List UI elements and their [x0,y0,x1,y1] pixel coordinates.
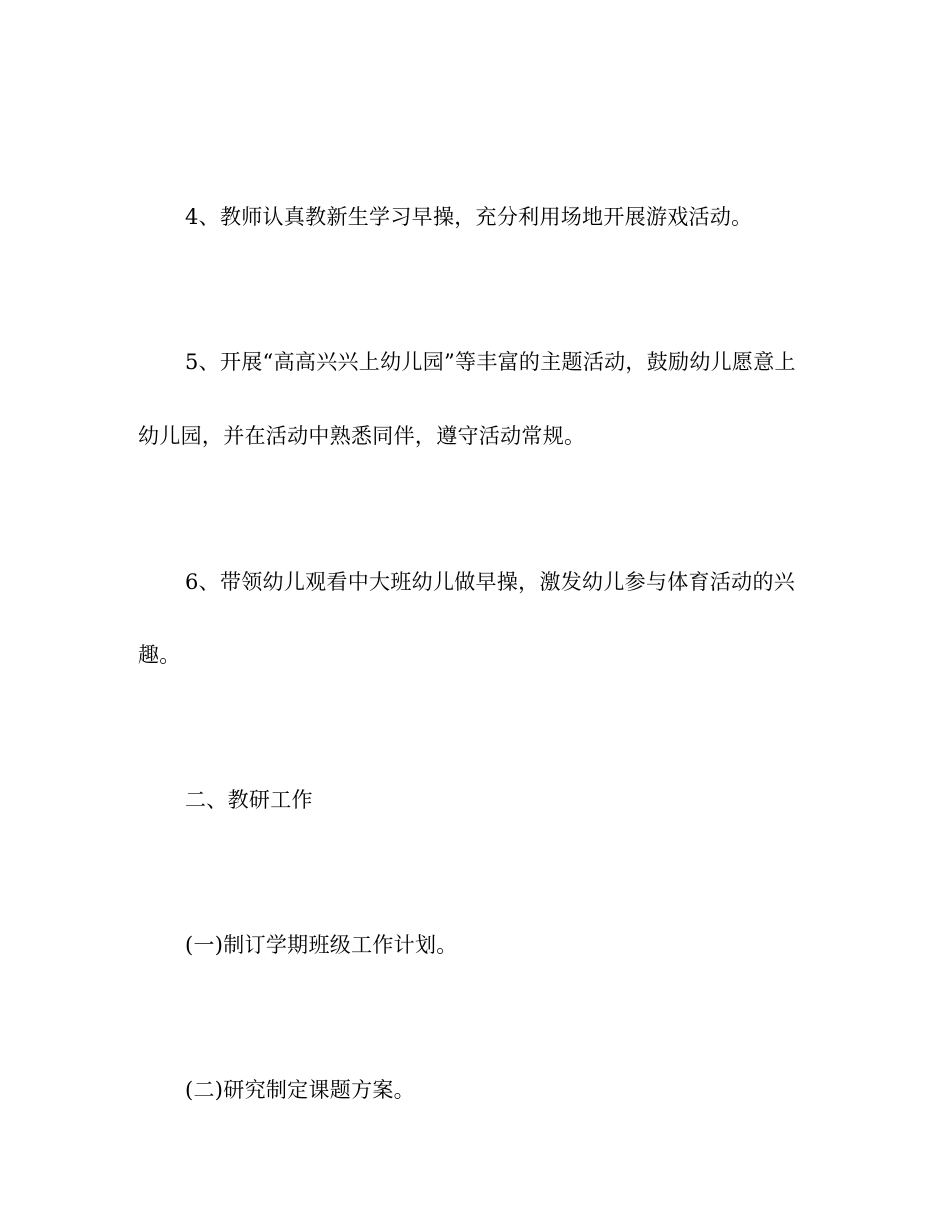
paragraph-5-line-1: 5、开展“高高兴兴上幼儿园”等丰富的主题活动，鼓励幼儿愿意上 [185,350,796,374]
paragraph-6-line-1: 6、带领幼儿观看中大班幼儿做早操，激发幼儿参与体育活动的兴 [185,570,796,594]
paragraph-6-line-2: 趣。 [138,643,181,667]
research-item-2: (二)研究制定课题方案。 [185,1078,415,1102]
paragraph-4-line-1: 4、教师认真教新生学习早操，充分利用场地开展游戏活动。 [185,205,753,229]
paragraph-5-line-2: 幼儿园，并在活动中熟悉同伴，遵守活动常规。 [138,424,586,448]
research-item-1: (一)制订学期班级工作计划。 [185,933,458,957]
section-heading-research: 二、教研工作 [185,788,313,812]
